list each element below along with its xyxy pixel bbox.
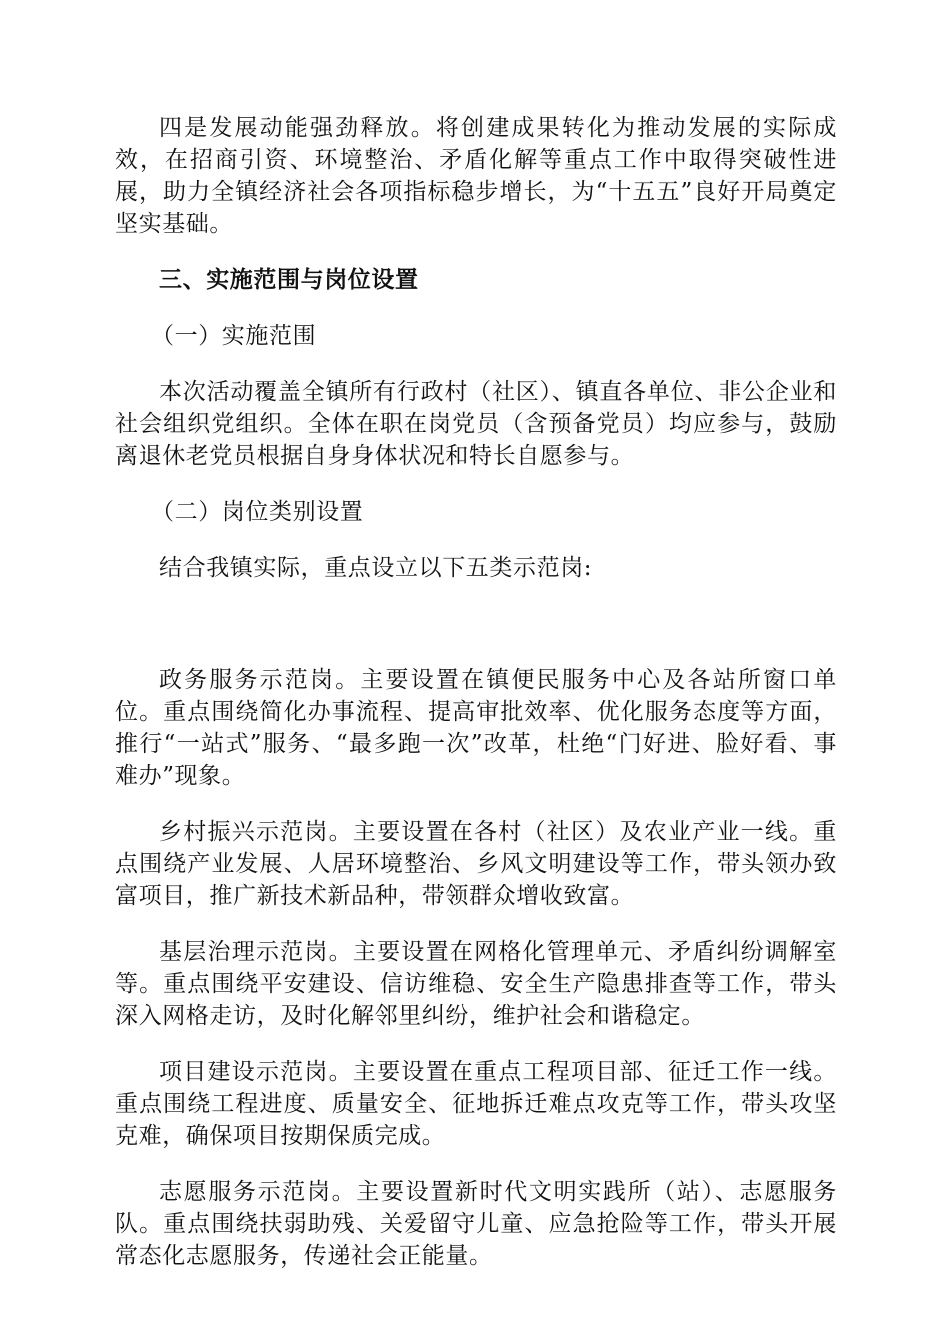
- paragraph-post-government-service: 政务服务示范岗。主要设置在镇便民服务中心及各站所窗口单位。重点围绕简化办事流程、提高审批效率、优化服务态度等方面，推行“一站式”服务、“最多跑一次”改革，杜绝“门好进、脸好看、事难办”现象。: [115, 667, 837, 789]
- paragraph-post-grassroots-governance: 基层治理示范岗。主要设置在网格化管理单元、矛盾纠纷调解室等。重点围绕平安建设、信访维稳、安全生产隐患排查等工作，带头深入网格走访，及时化解邻里纠纷，维护社会和谐稳定。: [115, 939, 837, 1029]
- section-title-scope-and-posts: 三、实施范围与岗位设置: [159, 267, 419, 293]
- subsection-title-post-categories: （二）岗位类别设置: [151, 499, 364, 525]
- paragraph-scope: 本次活动覆盖全镇所有行政村（社区）、镇直各单位、非公企业和社会组织党组织。全体在职在岗党员（含预备党员）均应参与，鼓励离退休老党员根据自身身体状况和特长自愿参与。: [115, 379, 837, 469]
- document-page: [115, 112, 837, 1272]
- paragraph-development-momentum: 四是发展动能强劲释放。将创建成果转化为推动发展的实际成效，在招商引资、环境整治、矛盾化解等重点工作中取得突破性进展，助力全镇经济社会各项指标稳步增长，为“十五五”良好开局奠定坚实基础。: [115, 115, 837, 237]
- paragraph-post-volunteer-service: 志愿服务示范岗。主要设置新时代文明实践所（站）、志愿服务队。重点围绕扶弱助残、关爱留守儿童、应急抢险等工作，带头开展常态化志愿服务，传递社会正能量。: [115, 1179, 837, 1269]
- paragraph-intro-five-posts: 结合我镇实际，重点设立以下五类示范岗:: [159, 555, 593, 581]
- subsection-title-scope: （一）实施范围: [151, 323, 317, 349]
- paragraph-post-project-construction: 项目建设示范岗。主要设置在重点工程项目部、征迁工作一线。重点围绕工程进度、质量安全、征地拆迁难点攻克等工作，带头攻坚克难，确保项目按期保质完成。: [115, 1059, 837, 1149]
- paragraph-post-rural-revitalization: 乡村振兴示范岗。主要设置在各村（社区）及农业产业一线。重点围绕产业发展、人居环境整治、乡风文明建设等工作，带头领办致富项目，推广新技术新品种，带领群众增收致富。: [115, 819, 837, 909]
